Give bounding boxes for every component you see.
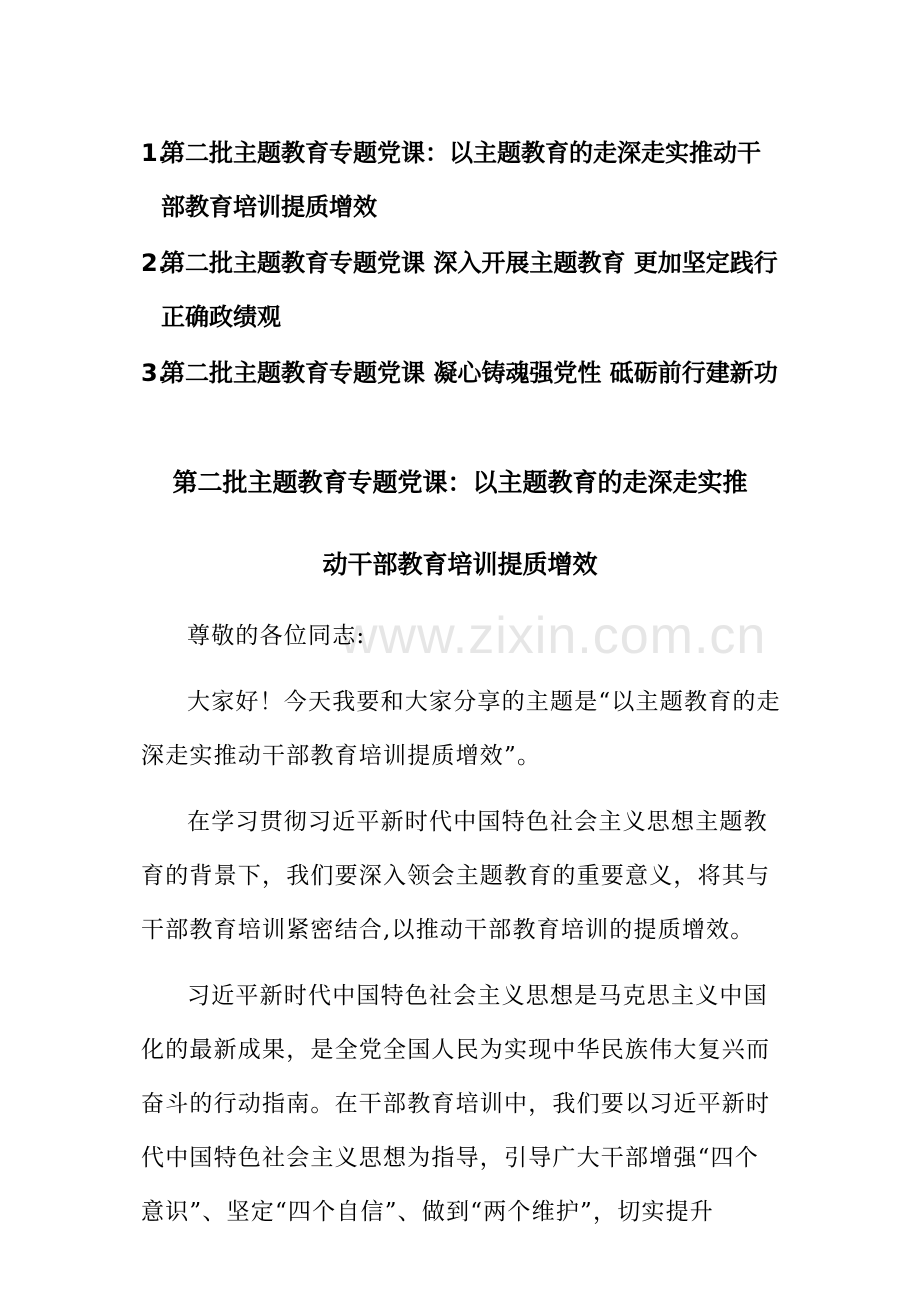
- body-paragraph: 在学习贯彻习近平新时代中国特色社会主义思想主题教育的背景下，我们要深入领会主题教育的重要意义，将其与干部教育培训紧密结合,以推动干部教育培训的提质增效。: [141, 809, 771, 943]
- toc-item-2: [141, 236, 781, 344]
- body-paragraph: 大家好！今天我要和大家分享的主题是“以主题教育的走深走实推动干部教育培训提质增效”。: [141, 689, 781, 769]
- salutation: 尊敬的各位同志:: [187, 623, 366, 649]
- toc-item-number: 3.: [141, 359, 167, 387]
- document-body: [141, 609, 781, 1251]
- title-line-2: 动干部教育培训提质增效: [322, 550, 598, 579]
- toc-item-3: [141, 346, 781, 400]
- document-title: [130, 462, 790, 626]
- table-of-contents: [141, 126, 781, 402]
- body-paragraph: 习近平新时代中国特色社会主义思想是马克思主义中国化的最新成果，是全党全国人民为实现中华民族伟大复兴而奋斗的行动指南。在干部教育培训中，我们要以习近平新时代中国特色社会主义思想为指导，引导广大干部增强“四个意识”、坚定“四个自信”、做到“两个维护”，切实提升: [141, 983, 771, 1225]
- toc-item-text: 第二批主题教育专题党课：以主题教育的走深走实推动干部教育培训提质增效: [161, 139, 761, 221]
- toc-item-1: [141, 126, 781, 234]
- watermark-text: www.zixin.com.cn: [340, 607, 767, 665]
- toc-item-text: 第二批主题教育专题党课 凝心铸魂强党性 砥砺前行建新功: [161, 359, 778, 387]
- toc-item-number: 2.: [141, 249, 167, 277]
- toc-item-text: 第二批主题教育专题党课 深入开展主题教育 更加坚定践行正确政绩观: [161, 249, 778, 331]
- title-line-1: 第二批主题教育专题党课：以主题教育的走深走实推: [172, 468, 748, 497]
- toc-item-number: 1.: [141, 139, 167, 167]
